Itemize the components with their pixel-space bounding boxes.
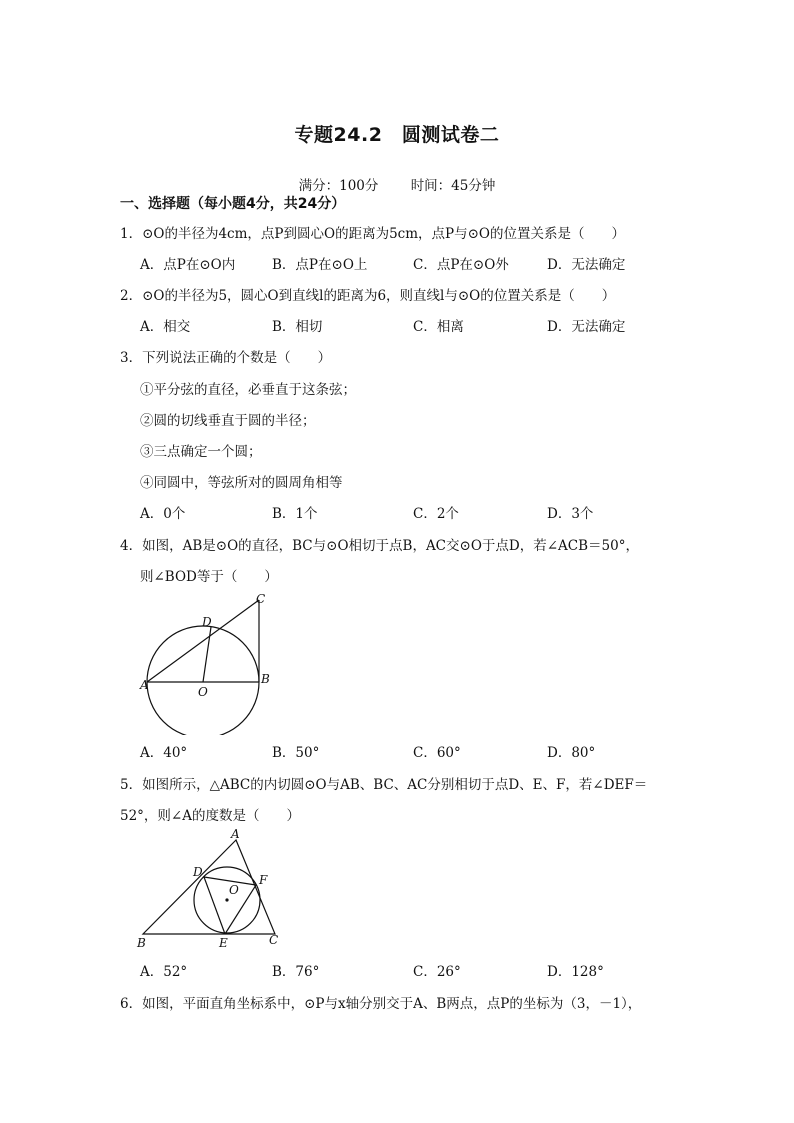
question-3-option-a: A．0个 [140,506,186,522]
label-o: O [198,685,208,699]
question-5-figure [135,828,285,953]
question-1-stem: 1．⊙O的半径为4cm，点P到圆心O的距离为5cm，点P与⊙O的位置关系是（ ） [120,226,625,242]
question-5-stem-line-1: 5．如图所示，△ABC的内切圆⊙O与AB、BC、AC分别相切于点D、E、F，若∠DEF＝ [120,777,648,793]
label-b: B [261,672,270,686]
question-3-statement-2: ②圆的切线垂直于圆的半径； [140,413,316,429]
question-4-option-a: A．40° [140,745,188,761]
page-title: 专题24.2 圆测试卷二 [294,124,500,146]
question-3-option-c: C．2个 [413,506,459,522]
question-3-statement-4: ④同圆中，等弦所对的圆周角相等 [140,475,343,491]
question-1-option-d: D．无法确定 [547,257,626,273]
radius-od [203,627,211,682]
question-1-option-c: C．点P在⊙O外 [413,257,509,273]
question-2-option-a: A．相交 [140,319,191,335]
center-o-dot [225,898,228,901]
question-2-option-b: B．相切 [272,319,323,335]
question-3-statement-3: ③三点确定一个圆； [140,444,262,460]
section-heading: 一、选择题（每小题4分，共24分） [120,196,346,212]
question-3-stem: 3．下列说法正确的个数是（ ） [120,350,332,366]
question-1-option-b: B．点P在⊙O上 [272,257,368,273]
secant-ac [147,600,259,682]
label-e: E [219,936,228,950]
question-5-stem-line-2: 52°，则∠A的度数是（ ） [120,808,300,824]
question-2-option-c: C．相离 [413,319,464,335]
question-3-statement-1: ①平分弦的直径，必垂直于这条弦； [140,382,356,398]
question-5-option-a: A．52° [140,964,188,980]
question-5-option-b: B．76° [272,964,320,980]
label-a: A [231,828,240,841]
label-f: F [259,873,268,887]
question-3-option-b: B．1个 [272,506,318,522]
time-limit: 时间：45分钟 [410,178,496,194]
label-o: O [229,883,239,897]
label-c: C [269,933,279,947]
label-d: D [193,865,203,879]
full-score: 满分：100分 [298,178,379,194]
question-4-option-d: D．80° [547,745,596,761]
segment-de [204,877,225,934]
label-b: B [137,936,146,950]
label-a: A [140,678,149,692]
question-6-stem-line-1: 6．如图，平面直角坐标系中，⊙P与x轴分别交于A、B两点，点P的坐标为（3，－1）， [120,996,642,1012]
question-4-figure [138,590,273,735]
question-4-stem-line-1: 4．如图，AB是⊙O的直径，BC与⊙O相切于点B，AC交⊙O于点D，若∠ACB＝50°， [120,538,639,554]
label-d: D [202,615,212,629]
label-c: C [256,592,266,606]
question-4-stem-line-2: 则∠BOD等于（ ） [140,569,278,585]
question-2-stem: 2．⊙O的半径为5，圆心O到直线l的距离为6，则直线l与⊙O的位置关系是（ ） [120,288,616,304]
exam-meta [0,174,794,194]
question-5-option-d: D．128° [547,964,604,980]
question-1-option-a: A．点P在⊙O内 [140,257,236,273]
question-5-option-c: C．26° [413,964,461,980]
question-2-option-d: D．无法确定 [547,319,626,335]
question-4-option-c: C．60° [413,745,461,761]
question-4-option-b: B．50° [272,745,320,761]
question-3-option-d: D．3个 [547,506,594,522]
